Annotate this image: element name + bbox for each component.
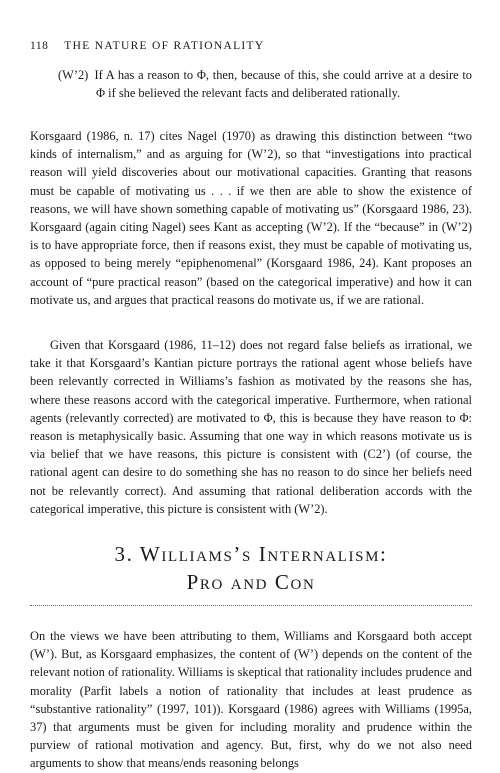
paragraph-text: Korsgaard (1986, n. 17) cites Nagel (1970) as drawing this distinction between “two kinds of internalism,” and as arguing for (W’2), so that “investigations into practical reason will yield discoveries about our motivational capacities. Granting that reasons must be capable of motivating us . . . if we then are able to show the existence of reasons, we will have shown something capable of motivating us” (Korsgaard 1986, 23). Korsgaard (again citing Nagel) sees Kant as accepting (W’2). If the “because” in (W’2) is to have appropriate force, then if reasons exist, they must be capable of motivating us, as opposed to being merely “epiphenomenal” (Korsgaard 1986, 24). Kant proposes an account of “pure practical reason” (based on the categorical imperative) and how it can motivate us, and argues that practical reasons do motivate us, if we are rational. <box>30 129 472 307</box>
running-title: THE NATURE OF RATIONALITY <box>64 40 265 52</box>
section-heading <box>30 540 472 596</box>
paragraph-2 <box>30 336 472 518</box>
section-heading-line-1: 3. Williams’s Internalism: <box>114 542 388 566</box>
paragraph-3 <box>30 627 472 773</box>
definition-w2: (W’2) If A has a reason to Φ, then, because of this, she could arrive at a desire to Φ if she believed the relevant facts and deliberated rationally. <box>58 68 472 101</box>
section-heading-line-2: Pro and Con <box>186 570 316 594</box>
running-head <box>30 40 265 52</box>
section-divider <box>30 605 472 606</box>
paragraph-text: On the views we have been attributing to them, Williams and Korsgaard both accept (W’). But, as Korsgaard emphasizes, the content of (W’) depends on the content of the relevant notion of rationality. Williams is skeptical that rationality includes prudence and morality (Parfit labels a notion of rationality that includes at least prudence as “substantive rationality” (1997, 101)). Korsgaard (1986) agrees with Williams (1995a, 37) that arguments must be given for including morality and prudence within the purview of rational motivation and agency. But, first, why do we not also need arguments to show that means/ends reasoning belongs <box>30 629 472 771</box>
paragraph-1 <box>30 127 472 309</box>
page-number: 118 <box>30 40 49 52</box>
paragraph-text: Given that Korsgaard (1986, 11–12) does not regard false beliefs as irrational, we take it that Korsgaard’s Kantian picture portrays the rational agent whose beliefs have been relevantly corrected in Williams’s fashion as motivated by the reasons she has, where these reasons accord with the categorical imperative. Furthermore, when rational agents (relevantly corrected) are motivated to Φ, this is because they have reason to Φ: reason is metaphysically basic. Assuming that one way in which reasons motivate us is via belief that we have reasons, this picture is consistent with (C2’) (of course, the rational agent can desire to do something she has no reason to do since her beliefs need not be relevantly correct). And assuming that rational deliberation accords with the categorical imperative, this picture is consistent with (W’2). <box>30 338 472 516</box>
